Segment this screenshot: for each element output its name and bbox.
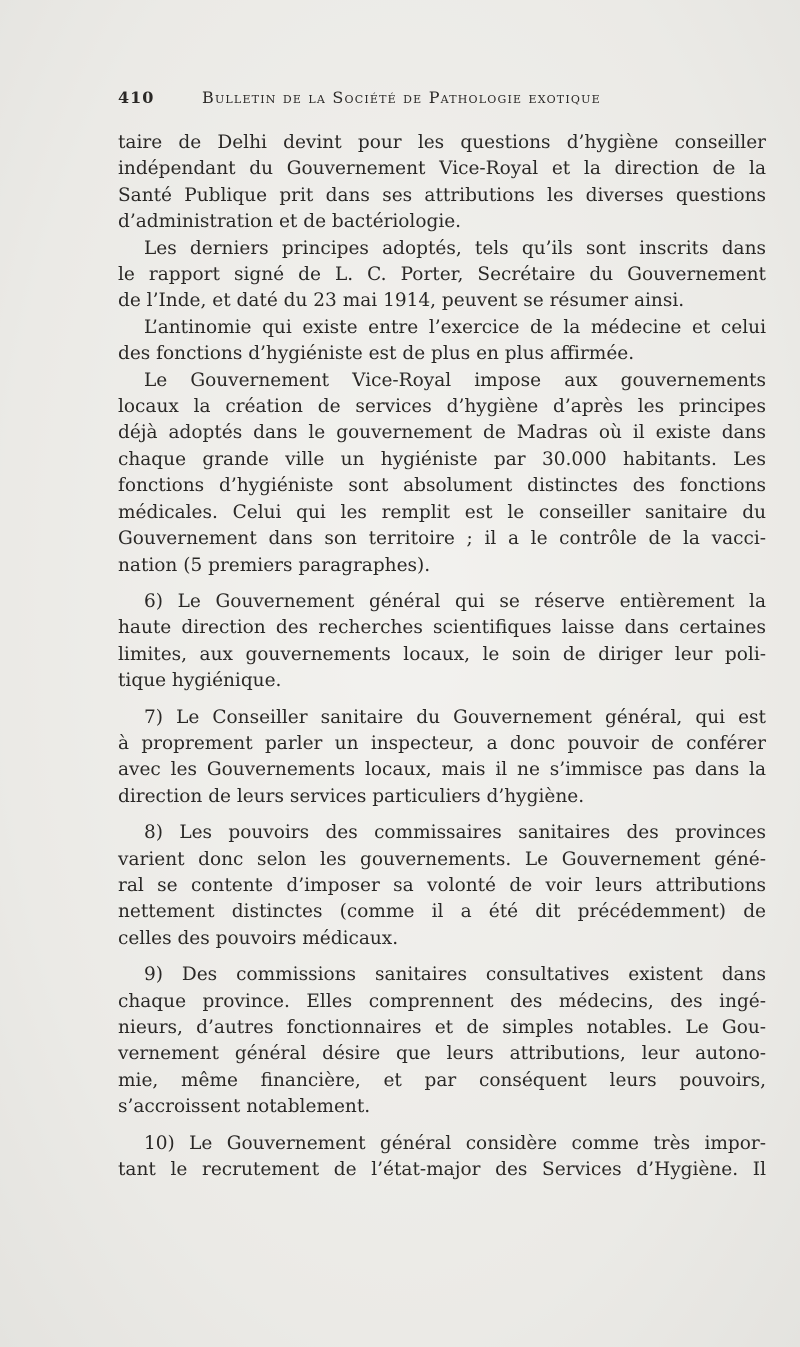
text-line: haute direction des recherches scientifiques laisse dans certaines: [118, 617, 766, 639]
text-line: mie, même financière, et par conséquent leurs pouvoirs,: [118, 1069, 766, 1091]
paragraph: [118, 315, 766, 368]
text-line: 9) Des commissions sanitaires consultatives existent dans: [144, 964, 766, 986]
text-line: vernement général désire que leurs attributions, leur autono-: [118, 1043, 766, 1065]
text-line: chaque grande ville un hygiéniste par 30.000 habitants. Les: [118, 448, 766, 470]
text-line: s’accroissent notablement.: [118, 1096, 371, 1118]
text-line: avec les Gouvernements locaux, mais il ne s’immisce pas dans la: [118, 759, 766, 781]
text-line: d’administration et de bactériologie.: [118, 211, 462, 233]
text-line: Le Gouvernement Vice-Royal impose aux gouvernements: [144, 369, 766, 391]
text-line: nieurs, d’autres fonctionnaires et de simples notables. Le Gou-: [118, 1017, 766, 1038]
text-line: direction de leurs services particuliers d’hygiène.: [118, 785, 585, 807]
paragraph: [118, 130, 766, 236]
text-line: 7) Le Conseiller sanitaire du Gouvernement général, qui est: [144, 706, 766, 728]
text-line: 6) Le Gouvernement général qui se réserve entièrement la: [144, 590, 766, 612]
text-line: Les derniers principes adoptés, tels qu’ils sont inscrits dans: [144, 237, 766, 259]
text-line: nettement distinctes (comme il a été dit précédemment) de: [118, 901, 766, 923]
page-header: [118, 88, 768, 116]
text-line: celles des pouvoirs médicaux.: [118, 927, 399, 949]
text-line: à proprement parler un inspecteur, a donc pouvoir de conférer: [118, 732, 766, 754]
text-line: nation (5 premiers paragraphes).: [118, 554, 431, 576]
text-line: médicales. Celui qui les remplit est le conseiller sanitaire du: [118, 501, 766, 523]
text-line: le rapport signé de L. C. Porter, Secrétaire du Gouvernement: [118, 264, 766, 286]
text-line: chaque province. Elles comprennent des médecins, des ingé-: [118, 990, 766, 1012]
text-line: des fonctions d’hygiéniste est de plus en plus affirmée.: [118, 343, 635, 365]
text-line: de l’Inde, et daté du 23 mai 1914, peuvent se résumer ainsi.: [118, 290, 685, 312]
paragraph: [118, 705, 766, 811]
page-number: 410: [118, 88, 155, 107]
text-line: taire de Delhi devint pour les questions d’hygiène conseiller: [118, 132, 766, 153]
paragraph: [118, 236, 766, 315]
paragraph: [118, 820, 766, 952]
paragraph: [118, 1131, 766, 1184]
text-line: Gouvernement dans son territoire ; il a le contrôle de la vacci-: [118, 528, 766, 550]
text-line: 8) Les pouvoirs des commissaires sanitaires des provinces: [144, 822, 766, 844]
text-line: déjà adoptés dans le gouvernement de Madras où il existe dans: [118, 422, 766, 444]
text-line: tique hygiénique.: [118, 670, 282, 692]
paragraph: [118, 368, 766, 579]
text-line: limites, aux gouvernements locaux, le soin de diriger leur poli-: [118, 643, 766, 665]
text-line: indépendant du Gouvernement Vice-Royal et la direction de la: [118, 158, 766, 180]
text-line: fonctions d’hygiéniste sont absolument distinctes des fonctions: [118, 475, 766, 497]
paragraph: [118, 962, 766, 1120]
text-line: tant le recrutement de l’état-major des Services d’Hygiène. Il: [118, 1159, 766, 1181]
text-line: 10) Le Gouvernement général considère comme très impor-: [144, 1132, 766, 1154]
text-line: L’antinomie qui existe entre l’exercice de la médecine et celui: [144, 316, 766, 338]
text-line: Santé Publique prit dans ses attributions les diverses questions: [118, 184, 766, 206]
paragraph: [118, 589, 766, 695]
text-line: ral se contente d’imposer sa volonté de voir leurs attributions: [118, 874, 766, 896]
text-line: locaux la création de services d’hygiène d’après les principes: [118, 396, 766, 418]
running-title: Bulletin de la Société de Pathologie exotique: [202, 88, 601, 107]
text-line: varient donc selon les gouvernements. Le Gouvernement géné-: [118, 848, 766, 870]
document-body: [118, 130, 766, 1183]
